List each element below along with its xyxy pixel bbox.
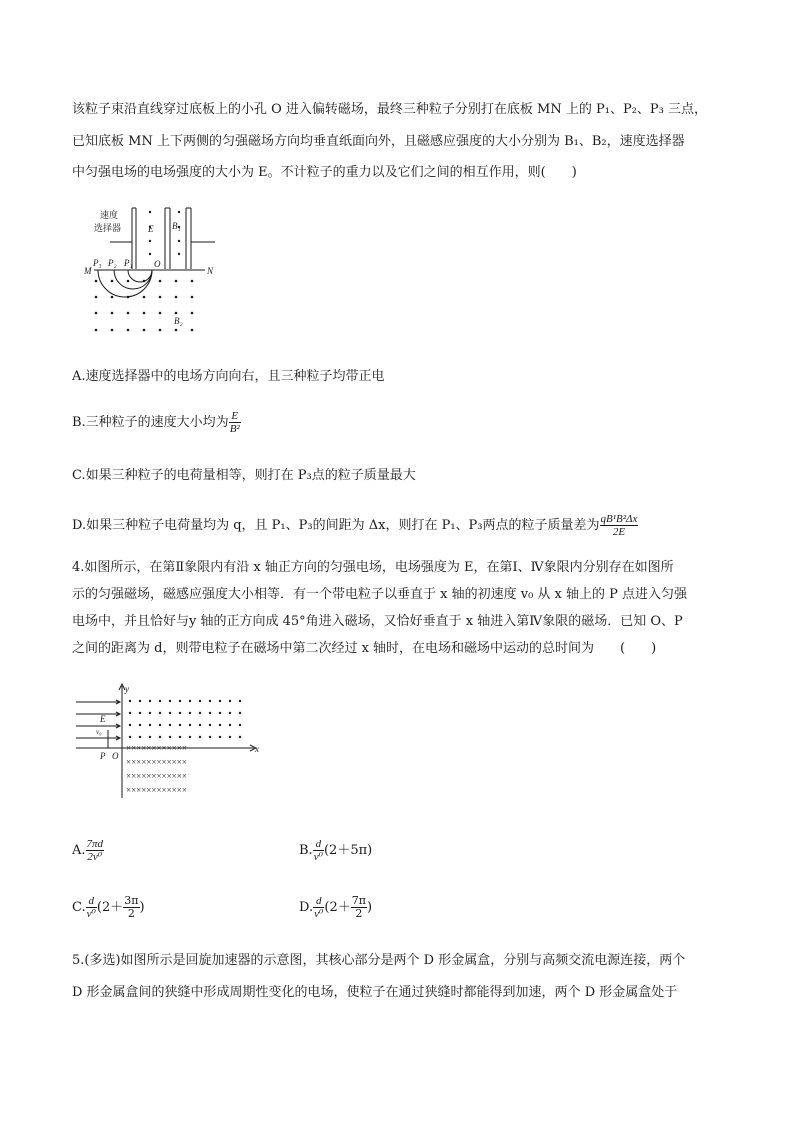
q4-option-d-fraction: [313, 895, 324, 920]
fraction-denominator: 2E: [612, 526, 626, 538]
option-d-expression: (2＋: [324, 900, 351, 915]
point-P3-label: P₃: [93, 258, 102, 268]
selector-label-2: 选择器: [94, 223, 122, 233]
fraction-denominator: v⁰: [314, 908, 324, 920]
option-c-expression: (2＋: [96, 900, 124, 915]
svg-text:××××××××××××: ××××××××××××: [126, 743, 187, 753]
field-E-label: E: [148, 224, 154, 234]
q4-option-c: [72, 895, 145, 920]
q5-text-line-1: 5.(多选)如图所示是回旋加速器的示意图，其核心部分是两个 D 形金属盒，分别与高频交流电源连接，两个: [72, 953, 686, 968]
option-c-close: ): [139, 900, 145, 915]
x-axis-label: x: [255, 744, 259, 754]
option-label: B.: [299, 843, 313, 858]
hole-O-label: O: [154, 259, 161, 269]
q4-option-a-fraction: [86, 838, 105, 863]
q3-option-d-text: D.如果三种粒子电荷量均为 q，且 P₁、P₃的间距为 Δx，则打在 P₁、P₃两点的粒子质量差为: [72, 518, 600, 533]
q4-option-c-fraction-2: [123, 895, 139, 920]
svg-text:××××××××××××: ××××××××××××: [126, 785, 187, 795]
q3-option-b-fraction: [229, 410, 241, 435]
q3-text-line-2: 已知底板 MN 上下两侧的匀强磁场方向均垂直纸面向外，且磁感应强度的大小分别为 B₁、B₂，速度选择器: [72, 134, 685, 149]
field-B1-label: B₁: [172, 221, 181, 231]
point-P2-label: P₂: [108, 258, 117, 268]
q4-option-d: [299, 895, 372, 920]
fraction-denominator: v⁰: [86, 908, 96, 920]
q4-option-a: [72, 838, 104, 863]
point-P-label: P: [100, 751, 106, 761]
option-label: C.: [72, 900, 86, 915]
fraction-denominator: 2: [355, 907, 363, 920]
fraction-denominator: 2: [127, 907, 135, 920]
q4-text-line-2: 示的匀强磁场，磁感应强度大小相等．有一个带电粒子以垂直于 x 轴的初速度 v₀ 从 x 轴上的 P 点进入匀强: [72, 587, 688, 602]
fraction-numerator: d: [313, 838, 324, 851]
q3-option-a: A.速度选择器中的电场方向向右，且三种粒子均带正电: [72, 369, 385, 384]
fraction-numerator: d: [313, 895, 324, 908]
fraction-denominator: 2v⁰: [87, 851, 103, 863]
q4-text-line-3: 电场中，并且恰好与y 轴的正方向成 45°角进入磁场，又恰好垂直于 x 轴进入第Ⅳ象限的磁场．已知 O、P: [72, 614, 683, 629]
svg-text:××××××××××××: ××××××××××××: [126, 771, 187, 781]
point-P1-label: P₁: [124, 258, 133, 268]
option-d-close: ): [366, 900, 373, 915]
q4-option-b-fraction: [313, 838, 324, 863]
fraction-numerator: d: [86, 895, 97, 908]
field-E-label: E: [100, 714, 106, 724]
fraction-numerator: 3π: [124, 894, 139, 907]
mass-spectrometer-figure: [80, 200, 230, 345]
point-N-label: N: [207, 266, 214, 276]
q3-option-d: [72, 513, 638, 538]
quadrant-field-figure: [72, 680, 267, 810]
fraction-numerator: 7πd: [86, 838, 104, 850]
field-B2-label: B₂: [174, 316, 183, 326]
svg-text:××××××××××××: ××××××××××××: [126, 757, 187, 767]
q4-option-c-fraction: [86, 895, 97, 920]
q3-text-line-3: 中匀强电场的电场强度的大小为 E。不计粒子的重力以及它们之间的相互作用，则( ): [72, 165, 577, 180]
q3-option-b-text: B.三种粒子的速度大小均为: [72, 415, 229, 430]
velocity-v0-label: v₀: [96, 728, 102, 736]
selector-label-1: 速度: [100, 210, 119, 220]
q4-text-line-1: 4.如图所示，在第Ⅱ象限内有沿 x 轴正方向的匀强电场，电场强度为 E，在第Ⅰ、Ⅳ象限内分别存在如图所: [72, 560, 674, 575]
origin-O-label: O: [112, 751, 119, 761]
q4-text-line-4: 之间的距离为 d，则带电粒子在磁场中第二次经过 x 轴时，在电场和磁场中运动的总时间为 ( ): [72, 641, 657, 656]
q4-option-b: [299, 838, 372, 863]
fraction-numerator: E: [229, 410, 241, 423]
option-label: D.: [299, 900, 314, 915]
option-label: A.: [72, 843, 86, 858]
fraction-denominator: B²: [229, 423, 240, 435]
q3-text-line-1: 该粒子束沿直线穿过底板上的小孔 O 进入偏转磁场，最终三种粒子分别打在底板 MN 上的 P₁、P₂、P₃ 三点，: [72, 102, 708, 117]
y-axis-label: y: [125, 684, 129, 694]
fraction-numerator: qB¹B²Δx: [600, 513, 638, 525]
q3-option-c: C.如果三种粒子的电荷量相等，则打在 P₃点的粒子质量最大: [72, 468, 416, 483]
option-b-expression: (2＋5π): [323, 843, 373, 858]
q4-option-d-fraction-2: [351, 895, 367, 920]
fraction-numerator: 7π: [351, 894, 366, 907]
q3-option-d-fraction: [600, 513, 639, 538]
q3-option-b: [72, 410, 241, 435]
q5-text-line-2: D 形金属盒间的狭缝中形成周期性变化的电场，使粒子在通过狭缝时都能得到加速，两个 D 形金属盒处于: [72, 985, 678, 1000]
point-M-label: M: [84, 266, 92, 276]
fraction-denominator: v⁰: [313, 851, 323, 863]
